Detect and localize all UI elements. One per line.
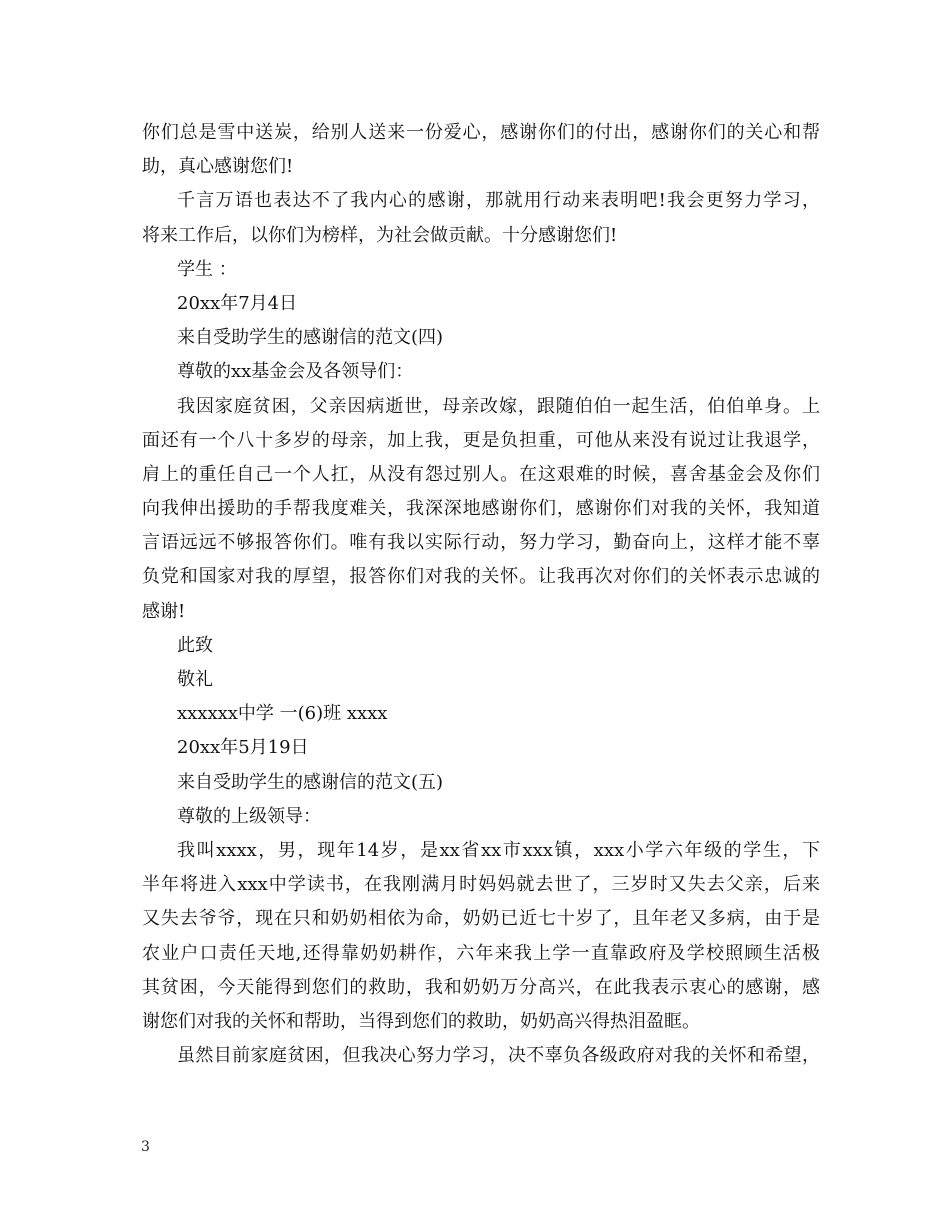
text-line: 千言万语也表达不了我内心的感谢，那就用行动来表明吧!我会更努力学习， — [177, 190, 820, 212]
text-line: 我因家庭贫困，父亲因病逝世，母亲改嫁，跟随伯伯一起生活，伯伯单身。上 — [177, 395, 820, 417]
closing-line: 敬礼 — [177, 669, 213, 690]
text-line: 负党和国家对我的厚望，报答你们对我的关怀。让我再次对你们的关怀表示忠诚的 — [142, 566, 820, 588]
date-line: 20xx年7月4日 — [177, 292, 298, 314]
salutation: 尊敬的上级领导： — [177, 805, 321, 827]
page-number: 3 — [141, 1139, 150, 1155]
salutation: 尊敬的xx基金会及各领导们： — [177, 361, 414, 383]
date-line: 20xx年5月19日 — [177, 737, 309, 759]
text-line: 其贫困，今天能得到您们的救助，我和奶奶万分高兴，在此我表示衷心的感谢，感 — [142, 976, 820, 998]
section-title: 来自受助学生的感谢信的范文(五) — [177, 771, 444, 793]
text-line: 肩上的重任自己一个人扛，从没有怨过别人。在这艰难的时候，喜舍基金会及你们 — [142, 463, 820, 485]
text-line: 助，真心感谢您们! — [142, 156, 294, 178]
text-line: 将来工作后，以你们为榜样，为社会做贡献。十分感谢您们! — [142, 224, 618, 246]
text-line: 半年将进入xxx中学读书，在我刚满月时妈妈就去世了，三岁时又失去父亲，后来 — [142, 874, 820, 896]
text-line: 虽然目前家庭贫困，但我决心努力学习，决不辜负各级政府对我的关怀和希望， — [177, 1045, 820, 1067]
text-line: 感谢! — [142, 600, 186, 622]
section-title: 来自受助学生的感谢信的范文(四) — [177, 327, 444, 349]
text-line: 你们总是雪中送炭，给别人送来一份爱心，感谢你们的付出，感谢你们的关心和帮 — [142, 122, 820, 143]
document-body — [142, 116, 820, 1073]
text-line: 农业户口责任天地,还得靠奶奶耕作，六年来我上学一直靠政府及学校照顾生活极 — [142, 942, 820, 964]
text-line: 言语远远不够报答你们。唯有我以实际行动，努力学习，勤奋向上，这样才能不辜 — [142, 532, 820, 554]
text-line: 向我伸出援助的手帮我度难关，我深深地感谢你们，感谢你们对我的关怀，我知道 — [142, 498, 820, 520]
signature-label: 学生 ： — [177, 258, 237, 280]
text-line: 谢您们对我的关怀和帮助，当得到您们的救助，奶奶高兴得热泪盈眶。 — [142, 1010, 700, 1032]
closing-line: 此致 — [177, 634, 213, 656]
text-line: 我叫xxxx，男，现年14岁，是xx省xx市xxx镇，xxx小学六年级的学生，下 — [177, 839, 820, 861]
text-line: 又失去爷爷，现在只和奶奶相依为命，奶奶已近七十岁了，且年老又多病，由于是 — [142, 908, 820, 930]
text-line: 面还有一个八十多岁的母亲，加上我，更是负担重，可他从来没有说过让我退学， — [142, 429, 820, 451]
signature-line: xxxxxx中学 一(6)班 xxxx — [177, 703, 388, 725]
